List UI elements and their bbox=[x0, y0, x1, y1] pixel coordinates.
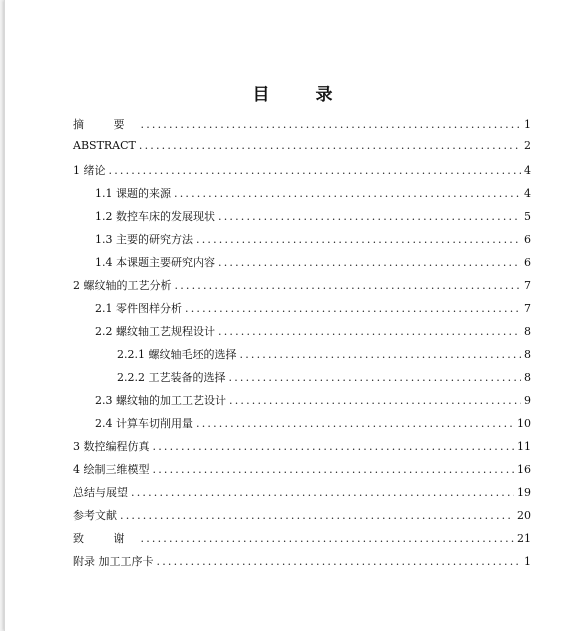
toc-entry-page-number: 4 bbox=[524, 187, 531, 200]
toc-dot-leader bbox=[218, 256, 521, 269]
toc-dot-leader bbox=[229, 394, 521, 407]
toc-entry[interactable] bbox=[73, 116, 531, 139]
toc-dot-leader bbox=[240, 348, 522, 361]
toc-entry-label: 1.2 数控车床的发展现状 bbox=[95, 210, 215, 223]
toc-entry-label: 2.2.2 工艺装备的选择 bbox=[117, 371, 226, 384]
toc-entry-label: 2.1 零件图样分析 bbox=[95, 302, 182, 315]
toc-entry-page-number: 20 bbox=[517, 509, 531, 522]
toc-dot-leader bbox=[229, 371, 522, 384]
toc-entry-page-number: 19 bbox=[517, 486, 531, 499]
toc-entry-page-number: 2 bbox=[524, 139, 531, 152]
toc-entry-label: 2 螺纹轴的工艺分析 bbox=[73, 279, 172, 292]
toc-entry-label: 2.2 螺纹轴工艺规程设计 bbox=[95, 325, 215, 338]
document-page bbox=[4, 0, 580, 631]
toc-entry[interactable] bbox=[73, 208, 531, 231]
toc-entry-label: 3 数控编程仿真 bbox=[73, 440, 150, 453]
toc-dot-leader bbox=[109, 164, 522, 177]
toc-entry-page-number: 16 bbox=[517, 463, 531, 476]
toc-entry-page-number: 1 bbox=[524, 118, 531, 131]
toc-entry[interactable] bbox=[73, 162, 531, 185]
toc-dot-leader bbox=[153, 463, 515, 476]
toc-dot-leader bbox=[141, 532, 515, 545]
toc-entry[interactable] bbox=[73, 231, 531, 254]
toc-entry-label: 4 绘制三维模型 bbox=[73, 463, 150, 476]
toc-entry-page-number: 10 bbox=[517, 417, 531, 430]
toc-entry-page-number: 5 bbox=[524, 210, 531, 223]
toc-entry[interactable] bbox=[73, 484, 531, 507]
toc-entry-label: 1.4 本课题主要研究内容 bbox=[95, 256, 215, 269]
toc-entry[interactable] bbox=[73, 530, 531, 553]
toc-dot-leader bbox=[218, 210, 521, 223]
toc-entry-label: 1 绪论 bbox=[73, 164, 106, 177]
toc-entry[interactable] bbox=[73, 300, 531, 323]
toc-entry[interactable] bbox=[73, 277, 531, 300]
toc-entry[interactable] bbox=[73, 461, 531, 484]
toc-dot-leader bbox=[218, 325, 521, 338]
toc-entry-page-number: 8 bbox=[524, 325, 531, 338]
toc-entry[interactable] bbox=[73, 323, 531, 346]
toc-entry-label: 致 谢 bbox=[73, 532, 138, 545]
toc-entry-label: 摘 要 bbox=[73, 118, 138, 131]
toc-entry-label: 1.1 课题的来源 bbox=[95, 187, 171, 200]
toc-entry-page-number: 8 bbox=[524, 348, 531, 361]
toc-entry-page-number: 6 bbox=[524, 233, 531, 246]
toc-entry-page-number: 21 bbox=[517, 532, 531, 545]
toc-entry-label: ABSTRACT bbox=[73, 139, 136, 152]
toc-entry[interactable] bbox=[73, 369, 531, 392]
toc-entry-label: 总结与展望 bbox=[73, 486, 128, 499]
toc-dot-leader bbox=[131, 486, 514, 499]
toc-entry-page-number: 7 bbox=[524, 302, 531, 315]
toc-entry-label: 2.2.1 螺纹轴毛坯的选择 bbox=[117, 348, 237, 361]
toc-entry[interactable] bbox=[73, 254, 531, 277]
toc-dot-leader bbox=[141, 118, 522, 131]
toc-entry-label: 2.3 螺纹轴的加工工艺设计 bbox=[95, 394, 226, 407]
toc-entry[interactable] bbox=[73, 392, 531, 415]
toc-dot-leader bbox=[153, 440, 515, 453]
toc-entry[interactable] bbox=[73, 507, 531, 530]
toc-dot-leader bbox=[174, 187, 521, 200]
toc-entry-page-number: 11 bbox=[517, 440, 531, 453]
table-of-contents bbox=[73, 116, 531, 576]
toc-dot-leader bbox=[185, 302, 521, 315]
toc-dot-leader bbox=[120, 509, 514, 522]
toc-entry[interactable] bbox=[73, 185, 531, 208]
toc-entry[interactable] bbox=[73, 438, 531, 461]
toc-entry[interactable] bbox=[73, 553, 531, 576]
toc-entry-label: 参考文献 bbox=[73, 509, 117, 522]
toc-dot-leader bbox=[157, 555, 522, 568]
toc-entry-page-number: 6 bbox=[524, 256, 531, 269]
toc-entry-page-number: 4 bbox=[524, 164, 531, 177]
toc-dot-leader bbox=[196, 417, 514, 430]
toc-entry-page-number: 9 bbox=[524, 394, 531, 407]
toc-entry[interactable] bbox=[73, 346, 531, 369]
toc-entry-label: 2.4 计算车切削用量 bbox=[95, 417, 193, 430]
toc-dot-leader bbox=[175, 279, 522, 292]
toc-entry[interactable] bbox=[73, 139, 531, 162]
toc-entry-label: 1.3 主要的研究方法 bbox=[95, 233, 193, 246]
toc-entry-label: 附录 加工工序卡 bbox=[73, 555, 154, 568]
toc-entry[interactable] bbox=[73, 415, 531, 438]
toc-entry-page-number: 7 bbox=[524, 279, 531, 292]
toc-dot-leader bbox=[139, 139, 521, 152]
toc-dot-leader bbox=[196, 233, 521, 246]
toc-entry-page-number: 8 bbox=[524, 371, 531, 384]
toc-entry-page-number: 1 bbox=[524, 555, 531, 568]
page-title: 目 录 bbox=[252, 85, 353, 105]
